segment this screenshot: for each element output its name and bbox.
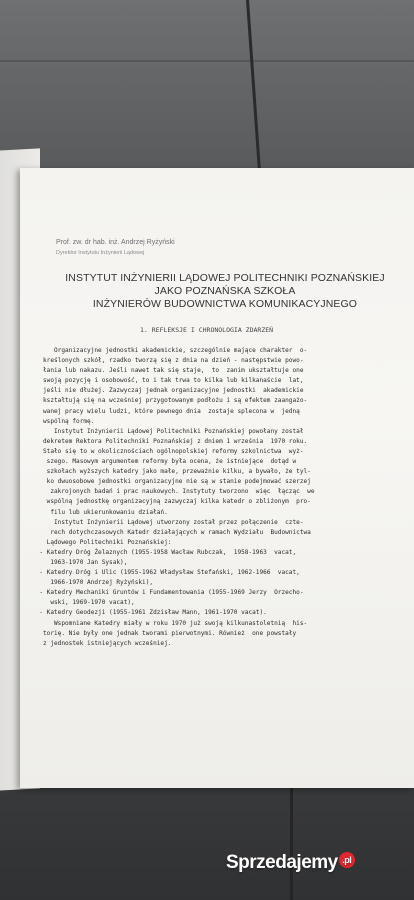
body-line: z jednostek istniejących wcześniej. — [32, 639, 172, 647]
body-line: swoją pozycję i osobowość, to i tak trwa to kilka lub kilkanaście lat, — [32, 377, 304, 385]
body-line: torię. Nie były one jednak tworami pierwotnymi. Również one powstały — [32, 629, 297, 637]
body-line: wanej pracy wielu ludzi, które pewnego dnia zostaje splecona w jedną — [32, 407, 300, 415]
section-heading: 1. REFLEKSJE I CHRONOLOGIA ZDARZEŃ — [140, 326, 274, 334]
body-line: - Katedry Geodezji (1955-1961 Zdzisław Mann, 1961-1970 vacat). — [32, 609, 267, 617]
floor-seam — [290, 785, 293, 900]
body-line: Organizacyjne jednostki akademickie, szczególnie mające charakter o- — [32, 347, 308, 354]
body-line: kształtują się na wcześniej przygotowanym podłożu i są efektem zaangażo- — [32, 397, 308, 405]
document-body — [32, 346, 404, 649]
body-line: Stało się to w okolicznościach ogólnopolskiej reformy szkolnictwa wyż- — [32, 447, 304, 455]
title-line: INSTYTUT INŻYNIERII LĄDOWEJ POLITECHNIKI POZNAŃSKIEJ — [65, 272, 385, 284]
body-line: Lądowego Politechniki Poznańskiej: — [32, 538, 172, 546]
body-line: rech dotychczasowych Katedr działających w ramach Wydziału Budownictwa — [32, 528, 311, 536]
body-line: 1966-1970 Andrzej Ryżyński), — [32, 579, 154, 587]
body-line: zakrojonych badań i prac naukowych. Instytuty tworzono więc łącząc we — [32, 488, 315, 496]
body-line: ko dwuosobowe jednostki organizacyjne nie są w stanie podejmować szerzej — [32, 478, 311, 486]
body-line: Instytut Inżynierii Lądowej Politechniki Poznańskiej powołany został — [32, 427, 304, 435]
title-line: INŻYNIERÓW BUDOWNICTWA KOMUNIKACYJNEGO — [92, 298, 358, 310]
document-page — [20, 168, 414, 788]
body-line: wspólną formę. — [32, 417, 95, 425]
body-line: - Katedry Dróg Żelaznych (1955-1958 Wacław Rubczak, 1958-1963 vacat, — [32, 548, 297, 556]
body-line: Instytut Inżynierii Lądowej utworzony został przez połączenie czte- — [32, 518, 304, 526]
body-line: szego. Masowym argumentem reformy była ocena, że istniejące dotąd w — [32, 458, 297, 466]
watermark-tld: .pl — [339, 852, 355, 868]
author-block — [56, 238, 175, 258]
body-line: wspólną jednostkę organizacyjną zazwyczaj kilka katedr o zbliżonym pro- — [32, 498, 311, 506]
body-line: jeśli nie dłużej. Zazwyczaj jednak organizacyjne jednostki akademickie — [32, 387, 304, 395]
body-line: szkołach wyższych katedry jako małe, przeważnie kilku, a bywało, że tyl- — [32, 468, 311, 476]
watermark-logo — [226, 852, 355, 874]
body-line: filu lub ukierunkowaniu działań. — [32, 508, 168, 516]
body-line: dekretem Rektora Politechniki Poznańskiej z dniem 1 września 1970 roku. — [32, 437, 308, 445]
body-line: kreślonych szkół, rzadko tworzą się z dnia na dzień - następstwie powo- — [32, 357, 304, 365]
body-line: wski, 1969-1970 vacat), — [32, 599, 135, 607]
document-title — [50, 272, 400, 311]
watermark-brand: Sprzedajemy — [226, 852, 338, 873]
body-line: Wspomniane Katedry miały w roku 1970 już swoją kilkunastoletnią his- — [32, 619, 308, 627]
floor-seam — [0, 60, 414, 62]
author-name: Prof. zw. dr hab. inż. Andrzej Ryżyński — [56, 239, 175, 246]
body-line: 1963-1970 Jan Sysak), — [32, 558, 128, 566]
body-line: - Katedry Mechaniki Gruntów i Fundamentowania (1955-1969 Jerzy Orzecho- — [32, 589, 304, 597]
body-line: - Katedry Dróg i Ulic (1955-1962 Władysław Stefański, 1962-1966 vacat, — [32, 569, 300, 577]
title-line: JAKO POZNAŃSKA SZKOŁA — [154, 285, 296, 297]
body-line: łania lub nakazu. Jeśli nawet tak się staje, to zanim ukształtuje one — [32, 367, 304, 375]
author-affiliation: Dyrektor Instytutu Inżynierii Lądowej — [56, 250, 145, 256]
